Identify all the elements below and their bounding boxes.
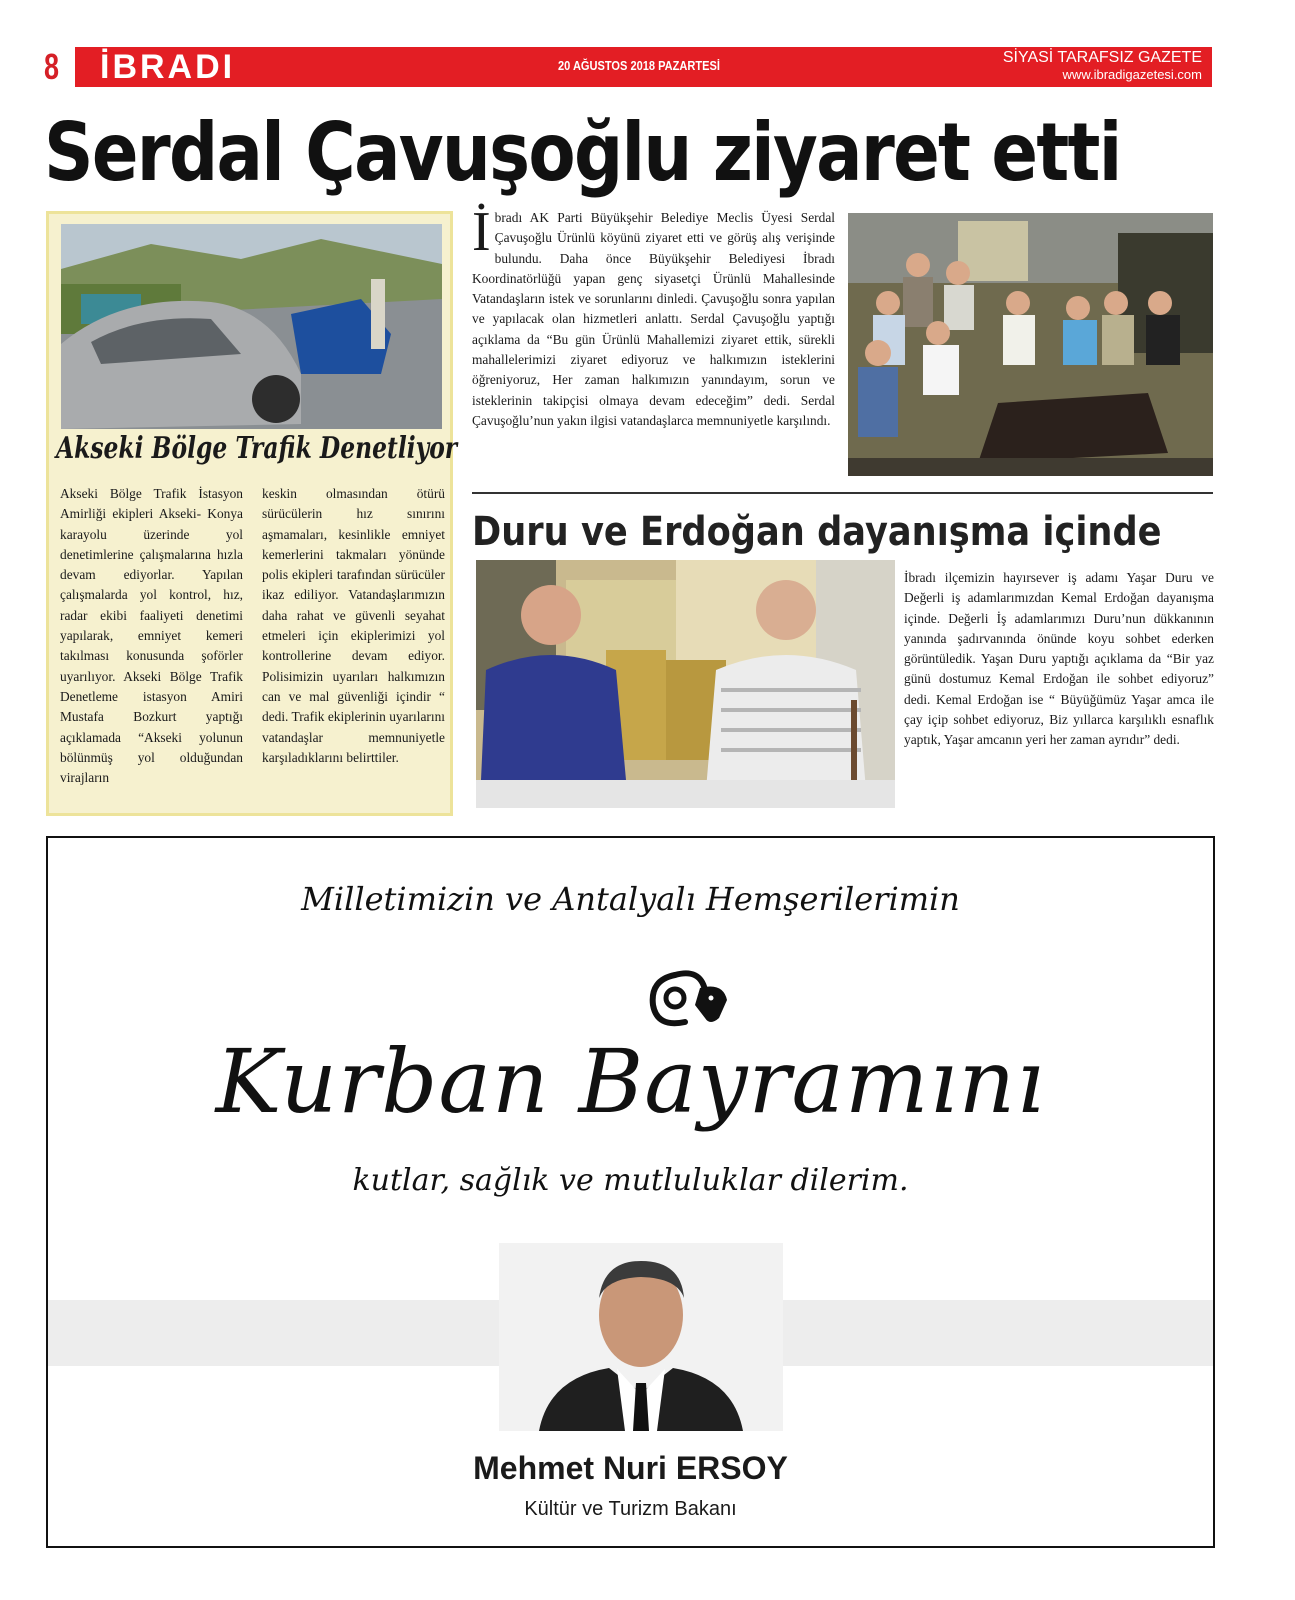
traffic-article-title: Akseki Bölge Trafik Denetliyor bbox=[56, 431, 458, 466]
traffic-article-column-2: keskin olmasından ötürü sürücülerin hız sınırını aşmamaları, kesinlikle emniyet kemerlerini takmaları yönünde polis ekipleri tarafından sürücüler ikaz ediliyor. Vatandaşlarımızın daha rahat ve güvenli seyahat etmeleri için ekiplerimizi yol kontrollerine devam ediyor. Polisimizin uyarıları halkımızın can ve mal güvenliği içindir “ dedi. Trafik ekiplerinin uyarılarını vatandaşlar memnuniyetle karşıladıklarını belirttiler. bbox=[262, 486, 445, 765]
ad-title: Kurban Bayramını bbox=[215, 1030, 1046, 1133]
main-article-text: bradı AK Parti Büyükşehir Belediye Meclis Üyesi Serdal Çavuşoğlu Ürünlü köyünü ziyaret etti ve görüş alış verişinde bulundu. Daha önce Büyükşehir Belediyesi İbradı Koordinatörlüğü yapan genç siyasetçi Ürünlü Mahallesinde Vatandaşların istek ve sorunlarını dinledi. Çavuşoğlu sonra yapılan ve yapılacak olan hizmetleri anlattı. Serdal Çavuşoğlu yaptığı açıklama da “Bu gün Ürünlü Mahallemizi ziyaret ettik, sürekli mahallelerimizi ziyaret ediyoruz ve halkımızın isteklerini öğreniyoruz, Her zaman halkımızın yanındayım, sorun ve isteklerinin takipçisi olmaya devam edeceğim” dedi. Serdal Çavuşoğlu’nun yakın ilgisi vatandaşlarca memnuniyetle karşılındı. bbox=[472, 210, 835, 428]
page-number: 8 bbox=[44, 46, 60, 87]
duru-erdogan-photo bbox=[476, 560, 895, 808]
ad-wish-line: kutlar, sağlık ve mutluluklar dilerim. bbox=[352, 1163, 909, 1198]
main-headline: Serdal Çavuşoğlu ziyaret etti bbox=[44, 106, 1121, 199]
newspaper-url: www.ibradigazetesi.com bbox=[1062, 67, 1202, 82]
duru-article-headline: Duru ve Erdoğan dayanışma içinde bbox=[472, 509, 1162, 555]
section-divider bbox=[472, 492, 1213, 494]
newspaper-tagline: SİYASİ TARAFSIZ GAZETE bbox=[1002, 49, 1202, 66]
duru-article-body: İbradı ilçemizin hayırsever iş adamı Yaşar Duru ve Değerli iş adamlarımızdan Kemal Erdoğan dayanışma içinde. Değerli İş adamlarımızı Duru’nun dükkanının yanında şadırvanında önünde koyu sohbet ederken görüntüledik. Yaşan Duru yaptığı açıklama da “Bir yaz günü dostumuz Kemal Erdoğan ile sohbet ediyoruz” dedi. Kemal Erdoğan ise “ Büyüğümüz Yaşar amca ile çay içip sohbet ediyoruz, Biz yıllarca karşılıklı esnaflık yaptık, Yaşar amcanın yeri her zaman ayrıdır” dedi. bbox=[904, 570, 1214, 748]
ram-icon bbox=[645, 960, 735, 1035]
issue-date: 20 AĞUSTOS 2018 PAZARTESİ bbox=[558, 58, 720, 73]
minister-name: Mehmet Nuri ERSOY bbox=[473, 1450, 788, 1486]
traffic-article-column-1: Akseki Bölge Trafik İstasyon Amirliği ekipleri Akseki- Konya karayolu üzerinde yol denetimlerine çalışmalarına hızla devam ediyorlar. Yapılan çalışmalarda yol kontrol, hız, radar ekibi faaliyeti denetimi yapılarak, emniyet kemeri takılması konusunda şoförler uyarılıyor. Akseki Bölge Trafik Denetleme istasyon Amiri Mustafa Bozkurt yaptığı açıklamada “Akseki yolunun bölünmüş yol olduğundan virajların bbox=[60, 486, 243, 786]
newspaper-logo: İBRADI bbox=[100, 48, 236, 86]
ad-intro-line: Milletimizin ve Antalyalı Hemşerilerimin bbox=[301, 880, 960, 918]
minister-portrait bbox=[499, 1243, 783, 1431]
minister-role: Kültür ve Turizm Bakanı bbox=[524, 1498, 737, 1520]
group-visit-photo bbox=[848, 213, 1213, 476]
main-article-dropcap: İ bbox=[472, 201, 491, 263]
traffic-photo bbox=[61, 224, 442, 429]
main-article-body bbox=[472, 201, 835, 431]
